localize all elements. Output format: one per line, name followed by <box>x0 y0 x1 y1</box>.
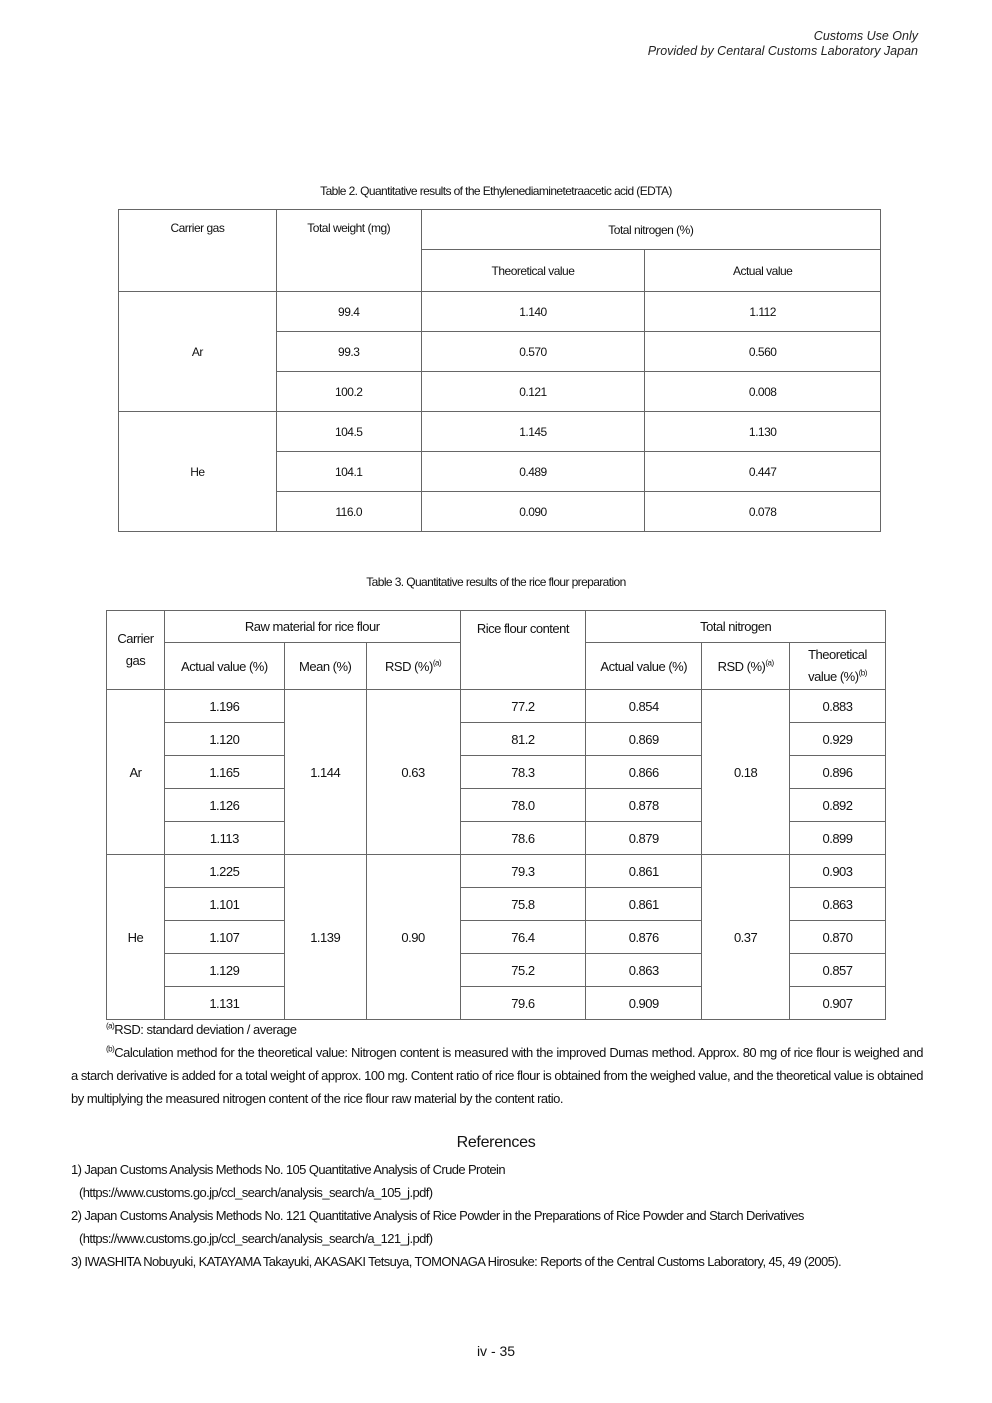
footnote-a-text: RSD: standard deviation / average <box>114 1022 297 1037</box>
table3-tn-actual-cell: 0.863 <box>586 954 702 987</box>
table2-actual-cell: 1.130 <box>645 412 881 452</box>
table3-tn-theoretical-cell: 0.899 <box>790 822 886 855</box>
header-line-2: Provided by Centaral Customs Laboratory Japan <box>647 44 918 58</box>
footnote-a <box>71 1018 923 1041</box>
table3-tn-actual-cell: 0.876 <box>586 921 702 954</box>
table3-tn-actual-cell: 0.879 <box>586 822 702 855</box>
footnote-b-marker: (b) <box>858 668 867 678</box>
table3-gas-cell: He <box>107 855 165 1020</box>
table2-actual-cell: 0.560 <box>645 332 881 372</box>
table3-tn-theoretical-cell: 0.857 <box>790 954 886 987</box>
table3-header-rice-flour-content: Rice flour content <box>460 611 586 690</box>
table3-tn-theoretical-cell: 0.907 <box>790 987 886 1020</box>
table3-raw-actual-cell: 1.165 <box>164 756 284 789</box>
table3-header-tn-theoretical-line1: Theoretical <box>808 647 867 662</box>
table3-raw-rsd-cell: 0.63 <box>366 690 460 855</box>
table3-header-raw-rsd <box>366 643 460 690</box>
table3-tn-actual-cell: 0.861 <box>586 888 702 921</box>
footnote-a-marker: (a) <box>106 1021 115 1031</box>
table3-raw-rsd-cell: 0.90 <box>366 855 460 1020</box>
table2-weight-cell: 100.2 <box>276 372 421 412</box>
table3-tn-theoretical-cell: 0.896 <box>790 756 886 789</box>
table2-weight-cell: 99.4 <box>276 292 421 332</box>
table2 <box>118 209 881 532</box>
table3-header-carrier-gas-line1: Carrier <box>117 631 154 646</box>
header-line-1: Customs Use Only <box>813 29 918 43</box>
page-header <box>648 29 918 59</box>
table3 <box>106 610 886 1020</box>
table3-gas-cell: Ar <box>107 690 165 855</box>
table3-tn-theoretical-cell: 0.883 <box>790 690 886 723</box>
table2-weight-cell: 104.5 <box>276 412 421 452</box>
table3-header-tn-actual: Actual value (%) <box>586 643 702 690</box>
table2-actual-cell: 1.112 <box>645 292 881 332</box>
reference-item <box>71 1204 941 1250</box>
table3-raw-actual-cell: 1.107 <box>164 921 284 954</box>
table2-header-actual: Actual value <box>645 250 881 292</box>
table3-header-tn-rsd-label: RSD (%) <box>717 658 766 674</box>
table3-header-raw-mean: Mean (%) <box>284 643 366 690</box>
table3-tn-actual-cell: 0.878 <box>586 789 702 822</box>
table3-content-cell: 75.2 <box>460 954 586 987</box>
table3-tn-theoretical-cell: 0.903 <box>790 855 886 888</box>
table3-content-cell: 81.2 <box>460 723 586 756</box>
table2-theoretical-cell: 0.121 <box>421 372 645 412</box>
footnote-a-marker: (a) <box>765 658 774 668</box>
table2-theoretical-cell: 0.570 <box>421 332 645 372</box>
table-row <box>107 855 886 888</box>
table3-header-raw-material: Raw material for rice flour <box>164 611 460 643</box>
table3-tn-theoretical-cell: 0.863 <box>790 888 886 921</box>
table3-header-total-nitrogen: Total nitrogen <box>586 611 886 643</box>
table3-content-cell: 76.4 <box>460 921 586 954</box>
table3-tn-theoretical-cell: 0.892 <box>790 789 886 822</box>
table2-actual-cell: 0.078 <box>645 492 881 532</box>
table3-tn-actual-cell: 0.869 <box>586 723 702 756</box>
table3-header-tn-theoretical <box>790 643 886 690</box>
table2-actual-cell: 0.008 <box>645 372 881 412</box>
table3-header-raw-rsd-label: RSD (%) <box>385 658 433 674</box>
table3-content-cell: 78.3 <box>460 756 586 789</box>
table3-tn-theoretical-cell: 0.929 <box>790 723 886 756</box>
table3-content-cell: 79.3 <box>460 855 586 888</box>
table3-header-carrier-gas-line2: gas <box>125 653 146 668</box>
table-row <box>119 412 881 452</box>
reference-item <box>71 1158 941 1204</box>
table2-gas-cell: Ar <box>119 292 277 412</box>
table2-theoretical-cell: 1.140 <box>421 292 645 332</box>
table3-raw-actual-cell: 1.101 <box>164 888 284 921</box>
table2-weight-cell: 99.3 <box>276 332 421 372</box>
table2-theoretical-cell: 0.489 <box>421 452 645 492</box>
reference-url: (https://www.customs.go.jp/ccl_search/analysis_search/a_105_j.pdf) <box>79 1185 433 1200</box>
references-heading: References <box>456 1134 536 1151</box>
table3-tn-actual-cell: 0.866 <box>586 756 702 789</box>
table3-raw-mean-cell: 1.144 <box>284 690 366 855</box>
reference-text: 3) IWASHITA Nobuyuki, KATAYAMA Takayuki, AKASAKI Tetsuya, TOMONAGA Hirosuke: Reports of the Central Customs Laboratory, 45, 49 (2005). <box>71 1254 842 1269</box>
table2-header-carrier-gas: Carrier gas <box>119 210 277 292</box>
table3-tn-rsd-cell: 0.37 <box>702 855 790 1020</box>
reference-text: 1) Japan Customs Analysis Methods No. 105 Quantitative Analysis of Crude Protein <box>71 1162 505 1177</box>
table3-raw-actual-cell: 1.225 <box>164 855 284 888</box>
table3-header-raw-actual: Actual value (%) <box>164 643 284 690</box>
table3-header-tn-rsd <box>702 643 790 690</box>
references-list <box>71 1158 941 1273</box>
table3-content-cell: 79.6 <box>460 987 586 1020</box>
table3-header-tn-theoretical-line2: value (%) <box>808 669 859 684</box>
page-number: iv - 35 <box>476 1343 516 1359</box>
table3-content-cell: 78.0 <box>460 789 586 822</box>
table2-actual-cell: 0.447 <box>645 452 881 492</box>
table3-content-cell: 75.8 <box>460 888 586 921</box>
reference-text: 2) Japan Customs Analysis Methods No. 121 Quantitative Analysis of Rice Powder in the Preparations of Rice Powder and Starch Derivatives <box>71 1208 804 1223</box>
table3-raw-actual-cell: 1.196 <box>164 690 284 723</box>
table2-caption: Table 2. Quantitative results of the Ethylenediaminetetraacetic acid (EDTA) <box>320 184 672 198</box>
table3-header-carrier-gas <box>107 611 165 690</box>
table3-tn-theoretical-cell: 0.870 <box>790 921 886 954</box>
table3-caption: Table 3. Quantitative results of the rice flour preparation <box>366 575 626 589</box>
table2-gas-cell: He <box>119 412 277 532</box>
footnote-b-marker: (b) <box>106 1044 115 1054</box>
footnotes <box>71 1018 923 1110</box>
table-row <box>107 690 886 723</box>
table3-raw-actual-cell: 1.120 <box>164 723 284 756</box>
table2-header-theoretical: Theoretical value <box>421 250 645 292</box>
reference-item <box>71 1250 941 1273</box>
footnote-b <box>71 1041 923 1110</box>
table-row <box>119 292 881 332</box>
footnote-b-text: Calculation method for the theoretical value: Nitrogen content is measured with the improved Dumas method. Approx. 80 mg of rice flour is weighed and a starch derivative is added for a total weight of approx. 100 mg. Content ratio of rice flour is obtained from the weighed value, and the theoretical value is obtained by multiplying the measured nitrogen content of the rice flour raw material by the content ratio. <box>71 1045 923 1106</box>
reference-url: (https://www.customs.go.jp/ccl_search/analysis_search/a_121_j.pdf) <box>79 1231 433 1246</box>
table3-raw-actual-cell: 1.129 <box>164 954 284 987</box>
table2-weight-cell: 104.1 <box>276 452 421 492</box>
table3-tn-rsd-cell: 0.18 <box>702 690 790 855</box>
table3-content-cell: 78.6 <box>460 822 586 855</box>
table3-content-cell: 77.2 <box>460 690 586 723</box>
table3-tn-actual-cell: 0.854 <box>586 690 702 723</box>
table2-header-total-weight: Total weight (mg) <box>276 210 421 292</box>
table3-tn-actual-cell: 0.909 <box>586 987 702 1020</box>
table3-raw-actual-cell: 1.131 <box>164 987 284 1020</box>
table2-weight-cell: 116.0 <box>276 492 421 532</box>
table2-header-total-nitrogen: Total nitrogen (%) <box>421 210 880 250</box>
table3-raw-mean-cell: 1.139 <box>284 855 366 1020</box>
table2-theoretical-cell: 1.145 <box>421 412 645 452</box>
table3-tn-actual-cell: 0.861 <box>586 855 702 888</box>
table3-raw-actual-cell: 1.113 <box>164 822 284 855</box>
table2-theoretical-cell: 0.090 <box>421 492 645 532</box>
footnote-a-marker: (a) <box>432 658 442 668</box>
table3-raw-actual-cell: 1.126 <box>164 789 284 822</box>
